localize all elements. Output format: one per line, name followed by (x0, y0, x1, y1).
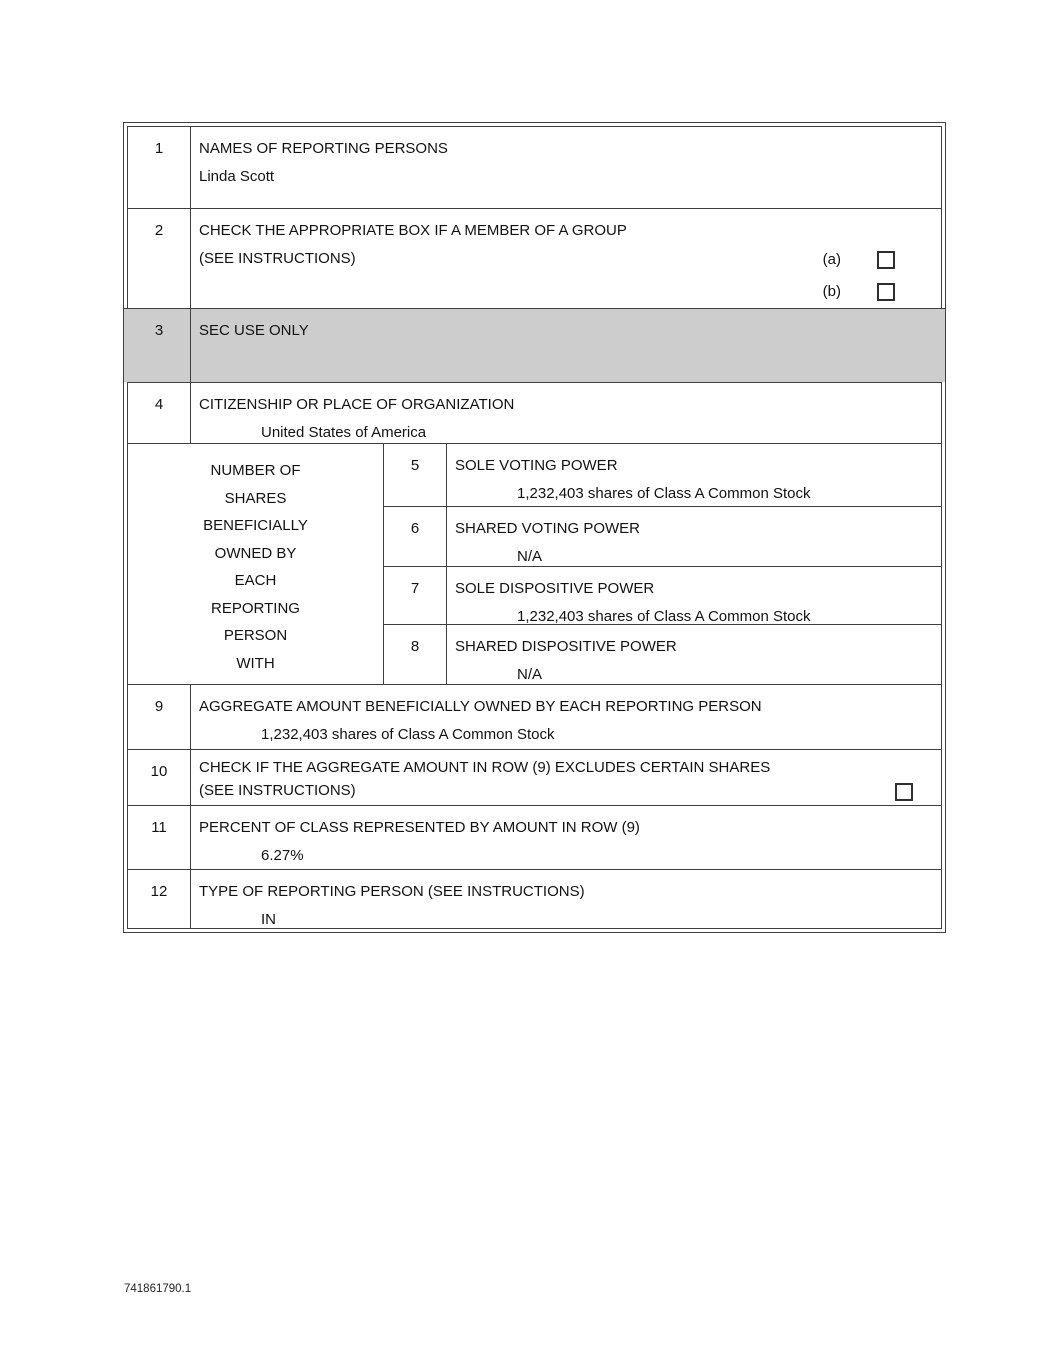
row-3-content (191, 309, 941, 382)
row-10-label-line2: (SEE INSTRUCTIONS) (199, 782, 356, 799)
row-4-citizenship (128, 382, 941, 443)
row-5-sole-voting-power (384, 444, 941, 506)
row-8-content (447, 625, 941, 685)
row-9-content (191, 685, 941, 749)
option-a-label: (a) (822, 251, 841, 268)
row-2-content (191, 209, 941, 308)
row-6-shared-voting-power (384, 506, 941, 566)
row-10-excludes-certain-shares (128, 749, 941, 805)
row-2-group-member-check (128, 208, 941, 308)
row-1-label: NAMES OF REPORTING PERSONS (199, 140, 448, 157)
row-1-content (191, 127, 941, 208)
option-a-checkbox[interactable] (877, 251, 895, 269)
row-3-sec-use-only (124, 308, 945, 382)
rows-5-8-voting-power-block (128, 443, 941, 684)
row-7-label: SOLE DISPOSITIVE POWER (455, 580, 655, 597)
reporting-person-table-inner (127, 126, 942, 929)
shares-header-line: BENEFICIALLY (203, 517, 308, 534)
row-7-content (447, 567, 941, 624)
row-11-content (191, 806, 941, 869)
row-7-number: 7 (384, 567, 447, 624)
option-b-checkbox[interactable] (877, 283, 895, 301)
row-11-percent-of-class (128, 805, 941, 869)
excludes-certain-shares-checkbox[interactable] (895, 783, 913, 801)
row-8-label: SHARED DISPOSITIVE POWER (455, 638, 677, 655)
row-12-number: 12 (128, 870, 191, 928)
row-8-shared-dispositive-power (384, 624, 941, 685)
row-5-content (447, 444, 941, 506)
row-9-number: 9 (128, 685, 191, 749)
row-11-number: 11 (128, 806, 191, 869)
shares-header-line: OWNED BY (214, 544, 297, 562)
row-6-label: SHARED VOTING POWER (455, 520, 641, 537)
voting-power-rows (384, 444, 941, 684)
group-option-a (823, 246, 895, 274)
row-12-type-of-reporting-person (128, 869, 941, 928)
group-option-b (823, 278, 895, 306)
row-7-sole-dispositive-power (384, 566, 941, 624)
row-6-number: 6 (384, 507, 447, 566)
row-4-number: 4 (128, 383, 191, 443)
row-12-label: TYPE OF REPORTING PERSON (SEE INSTRUCTIONS) (199, 883, 585, 900)
row-3-number: 3 (128, 309, 191, 382)
row-9-aggregate-amount (128, 684, 941, 749)
sole-voting-power-value: 1,232,403 shares of Class A Common Stock (517, 485, 811, 502)
reporting-person-name: Linda Scott (199, 168, 275, 185)
row-4-content (191, 383, 941, 443)
row-6-content (447, 507, 941, 566)
row-5-label: SOLE VOTING POWER (455, 457, 618, 474)
percent-of-class-value: 6.27% (261, 847, 304, 864)
shares-header-line: REPORTING (211, 599, 300, 617)
aggregate-amount-value: 1,232,403 shares of Class A Common Stock (261, 726, 555, 743)
shares-header-line: PERSON (223, 627, 288, 644)
row-12-content (191, 870, 941, 928)
shared-dispositive-power-value: N/A (517, 666, 543, 683)
shared-voting-power-value: N/A (517, 548, 543, 565)
row-3-label: SEC USE ONLY (199, 322, 309, 339)
row-10-content (191, 750, 941, 805)
row-4-label: CITIZENSHIP OR PLACE OF ORGANIZATION (199, 396, 515, 413)
shares-header-line: WITH (236, 654, 275, 672)
row-2-label-line2: (SEE INSTRUCTIONS) (199, 250, 356, 267)
document-id-footer: 741861790.1 (124, 1283, 192, 1295)
row-5-number: 5 (384, 444, 447, 506)
citizenship-value: United States of America (261, 424, 427, 441)
option-b-label: (b) (822, 283, 841, 300)
shares-beneficially-owned-header (128, 444, 384, 684)
row-10-number: 10 (128, 750, 191, 805)
row-1-number: 1 (128, 127, 191, 208)
row-9-label: AGGREGATE AMOUNT BENEFICIALLY OWNED BY EACH REPORTING PERSON (199, 698, 762, 715)
shares-header-line: EACH (234, 572, 277, 589)
shares-header-line: NUMBER OF (210, 462, 301, 479)
row-2-number: 2 (128, 209, 191, 308)
row-2-label-line1: CHECK THE APPROPRIATE BOX IF A MEMBER OF A GROUP (199, 222, 627, 239)
row-1-names-of-reporting-persons (128, 127, 941, 208)
row-11-label: PERCENT OF CLASS REPRESENTED BY AMOUNT IN ROW (9) (199, 819, 640, 836)
sole-dispositive-power-value: 1,232,403 shares of Class A Common Stock (517, 608, 811, 625)
row-8-number: 8 (384, 625, 447, 685)
shares-header-line: SHARES (224, 489, 287, 507)
row-10-label-line1: CHECK IF THE AGGREGATE AMOUNT IN ROW (9) EXCLUDES CERTAIN SHARES (199, 759, 771, 776)
reporting-person-table (123, 122, 946, 933)
type-of-reporting-person-value: IN (261, 911, 276, 928)
